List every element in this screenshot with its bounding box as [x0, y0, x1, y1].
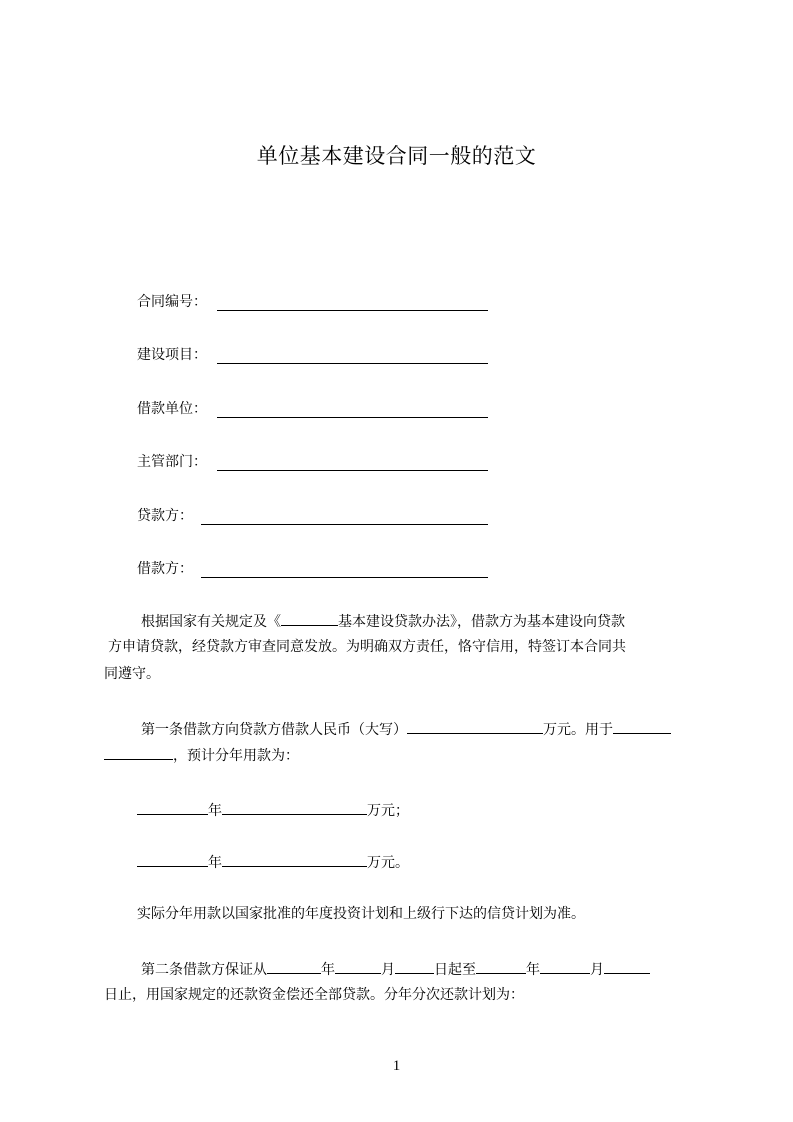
plan-row-2: 年 万元。 [137, 851, 409, 873]
end-month-blank[interactable] [540, 958, 590, 974]
end-year-blank[interactable] [476, 958, 526, 974]
borrower-unit-label: 借款单位： [137, 401, 207, 417]
contract-number-blank[interactable] [217, 310, 488, 311]
authority-label: 主管部门： [137, 454, 207, 470]
purpose-blank-1[interactable] [613, 718, 671, 734]
contract-number-label: 合同编号： [137, 294, 207, 310]
article-2-line-2: 日止，用国家规定的还款资金偿还全部贷款。分年分次还款计划为： [104, 987, 524, 1003]
end-day-blank[interactable] [604, 958, 650, 974]
project-field[interactable] [137, 345, 207, 365]
intro-line-1: 根据国家有关规定及《 基本建设贷款办法》，借款方为基本建设向贷款 [141, 610, 625, 632]
start-day-blank[interactable] [395, 958, 434, 974]
project-label: 建设项目： [137, 347, 207, 363]
purpose-blank-2[interactable] [104, 744, 173, 760]
project-blank[interactable] [217, 363, 488, 364]
plan-amount-blank-1[interactable] [222, 799, 367, 815]
plan-row-1: 年 万元； [137, 799, 409, 821]
authority-blank[interactable] [217, 470, 488, 471]
plan-year-blank-1[interactable] [137, 799, 208, 815]
intro-line-2: 方申请贷款，经贷款方审查同意发放。为明确双方责任，恪守信用，特签订本合同共 [108, 639, 626, 655]
article-1-line-1: 第一条借款方向贷款方借款人民币（大写） 万元。用于 [141, 718, 671, 740]
borrower-blank[interactable] [201, 577, 488, 578]
plan-amount-blank-2[interactable] [222, 851, 367, 867]
borrower-field[interactable] [137, 559, 193, 579]
page-number: 1 [392, 1058, 401, 1074]
document-title: 单位基本建设合同一般的范文 [256, 144, 537, 168]
authority-field[interactable] [137, 452, 207, 472]
plan-year-blank-2[interactable] [137, 851, 208, 867]
regulation-name-blank[interactable] [281, 610, 338, 626]
article-2-line-1: 第二条借款方保证从 年 月 日起至 年 月 [141, 958, 650, 980]
lender-label: 贷款方： [137, 508, 193, 524]
contract-number-field[interactable] [137, 292, 207, 312]
borrower-unit-blank[interactable] [217, 417, 488, 418]
start-year-blank[interactable] [267, 958, 321, 974]
loan-amount-blank[interactable] [407, 718, 543, 734]
intro-line-3: 同遵守。 [104, 666, 160, 682]
lender-blank[interactable] [201, 524, 488, 525]
article-1-line-2: ，预计分年用款为： [104, 744, 299, 766]
actual-usage-note: 实际分年用款以国家批准的年度投资计划和上级行下达的信贷计划为准。 [137, 906, 585, 922]
borrower-label: 借款方： [137, 561, 193, 577]
start-month-blank[interactable] [335, 958, 381, 974]
lender-field[interactable] [137, 506, 193, 526]
borrower-unit-field[interactable] [137, 399, 207, 419]
